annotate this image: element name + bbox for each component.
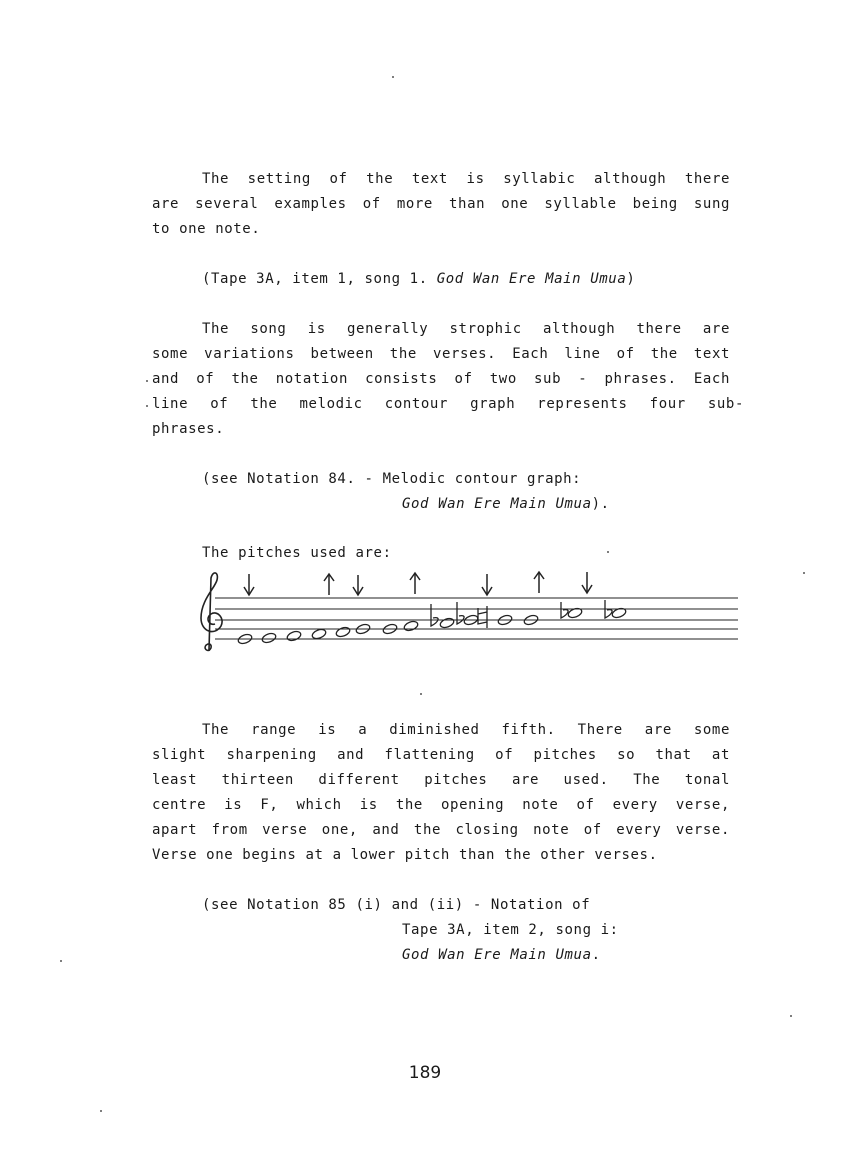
flat-icon xyxy=(561,602,568,618)
scan-speck xyxy=(146,380,148,382)
text-line: apart from verse one, and the closing note of every verse. xyxy=(152,822,730,838)
text-line: phrases. xyxy=(152,421,225,437)
scan-speck xyxy=(392,76,394,78)
flat-icon xyxy=(457,602,464,624)
flat-icon xyxy=(431,604,438,626)
text-line: slight sharpening and flattening of pitches so that at xyxy=(152,747,730,763)
text-line: least thirteen different pitches are used. The tonal xyxy=(152,772,730,788)
scan-speck xyxy=(420,693,422,695)
notation-reference-85-tape: Tape 3A, item 2, song i: xyxy=(402,922,619,938)
reference-suffix: . xyxy=(591,947,601,963)
arrow-down-icon xyxy=(353,575,363,595)
reference-prefix: (Tape 3A, item 1, song 1. xyxy=(202,271,428,287)
text-line: The song is generally strophic although there are xyxy=(202,321,730,337)
whole-note xyxy=(261,632,277,644)
notation-reference-84: (see Notation 84. - Melodic contour graph: xyxy=(202,471,582,487)
scan-speck xyxy=(100,1110,102,1112)
whole-note xyxy=(311,628,327,640)
arrow-down-icon xyxy=(244,574,254,595)
text-line: The setting of the text is syllabic although there xyxy=(202,171,730,187)
reference-suffix: ) xyxy=(626,271,636,287)
text-line: to one note. xyxy=(152,221,261,237)
arrow-down-icon xyxy=(482,574,492,595)
scan-speck xyxy=(607,551,609,553)
reference-suffix: ). xyxy=(591,496,610,512)
text-line: Verse one begins at a lower pitch than the other verses. xyxy=(152,847,658,863)
text-line: centre is F, which is the opening note of every verse, xyxy=(152,797,730,813)
text-line: and of the notation consists of two sub - phrases. Each xyxy=(152,371,730,387)
page-number: 189 xyxy=(408,1063,442,1083)
text-line: line of the melodic contour graph represents four sub- xyxy=(152,396,744,412)
notation-reference-85: (see Notation 85 (i) and (ii) - Notation of xyxy=(202,897,591,913)
pitch-staff-figure xyxy=(195,566,740,656)
notation-reference-84-title xyxy=(402,492,610,517)
arrow-up-icon xyxy=(410,573,420,594)
scan-speck xyxy=(146,405,148,407)
arrow-up-icon xyxy=(534,572,544,593)
whole-note xyxy=(335,626,351,638)
scan-speck xyxy=(803,572,805,574)
song-title: God Wan Ere Main Umua xyxy=(402,947,592,963)
arrow-down-icon xyxy=(582,572,592,593)
song-title: God Wan Ere Main Umua xyxy=(436,271,627,287)
whole-note xyxy=(286,630,302,642)
song-title: God Wan Ere Main Umua xyxy=(402,496,592,512)
tape-reference-1 xyxy=(202,267,635,292)
whole-note xyxy=(439,617,455,629)
text-line: are several examples of more than one syllable being sung xyxy=(152,196,730,212)
text-line: some variations between the verses. Each line of the text xyxy=(152,346,730,362)
whole-note xyxy=(403,620,419,632)
arrow-up-icon xyxy=(324,574,334,595)
scan-speck xyxy=(790,1015,792,1017)
text-line: The range is a diminished fifth. There are some xyxy=(202,722,730,738)
pitches-intro: The pitches used are: xyxy=(202,545,392,561)
scan-speck xyxy=(60,960,62,962)
notation-reference-85-title xyxy=(402,943,601,968)
